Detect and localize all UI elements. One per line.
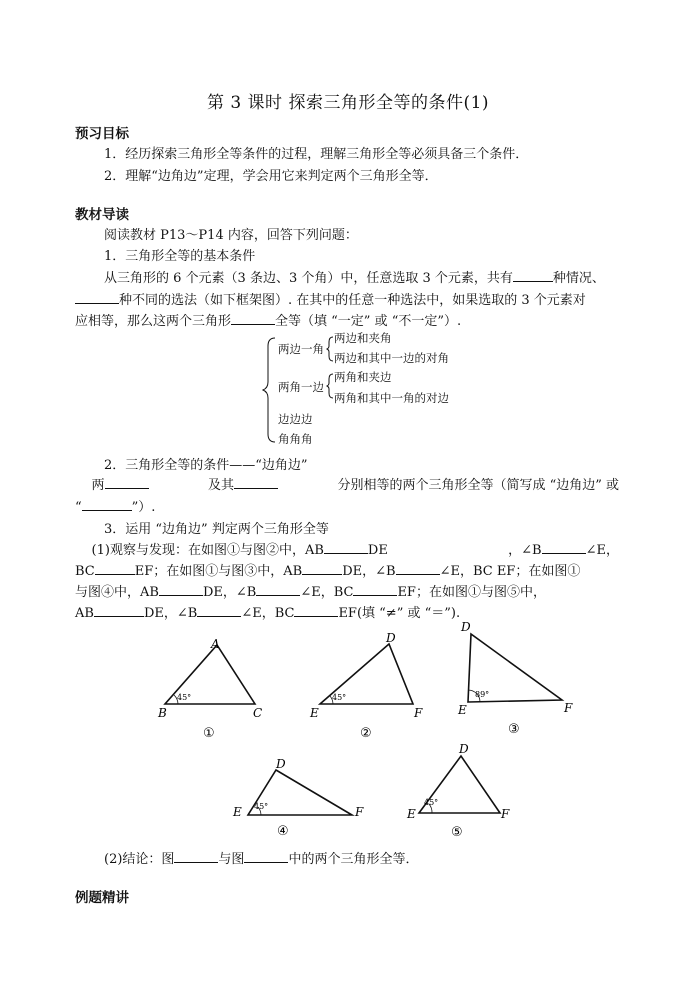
page-title: 第 3 课时 探索三角形全等的条件(1) bbox=[206, 93, 490, 113]
tree-group-2-a: 两角和夹边 bbox=[334, 370, 392, 384]
section-2-title: 2．三角形全等的条件——“边角边” bbox=[104, 458, 308, 473]
examples-heading: 例题精讲 bbox=[75, 890, 129, 906]
tree-brace-g2 bbox=[326, 371, 334, 401]
section-2-para-line-1: 两 及其 分别相等的两个三角形全等（简写成 “边角边” 或 bbox=[91, 478, 619, 493]
triangle-figures bbox=[0, 620, 696, 850]
figure-4-vertex-top: D bbox=[276, 757, 286, 771]
figure-1-vertex-top: A bbox=[211, 637, 220, 651]
section-3-line-3: 与图④中，AB DE，∠B ∠E，BC EF；在如图①与图⑤中， bbox=[75, 585, 546, 600]
answer-blank[interactable] bbox=[234, 476, 278, 489]
section-1-para-line-1: 从三角形的 6 个元素（3 条边、3 个角）中，任意选取 3 个元素，共有 种情况、 bbox=[104, 271, 605, 286]
figure-3-vertex-left: E bbox=[458, 703, 467, 717]
answer-blank[interactable] bbox=[95, 562, 135, 575]
guide-intro: 阅读教材 P13～P14 内容，回答下列问题： bbox=[104, 228, 358, 243]
answer-blank[interactable] bbox=[513, 269, 553, 282]
tree-group-4: 角角角 bbox=[278, 432, 313, 446]
figure-5-vertex-right: F bbox=[501, 807, 510, 821]
answer-blank[interactable] bbox=[542, 541, 586, 554]
answer-blank[interactable] bbox=[159, 583, 203, 596]
section-3-line-4: AB DE，∠B ∠E，BC EF(填 “≠” 或 “＝”). bbox=[75, 606, 461, 621]
figure-3-vertex-top: D bbox=[461, 620, 471, 634]
figure-5-label: ⑤ bbox=[451, 825, 463, 840]
figure-1-angle: 45° bbox=[177, 693, 192, 702]
figure-5-vertex-top: D bbox=[459, 742, 469, 756]
answer-blank[interactable] bbox=[231, 312, 275, 325]
figure-3-triangle bbox=[457, 620, 573, 737]
figure-2-vertex-top: D bbox=[386, 631, 396, 645]
preview-item-1: 1．经历探索三角形全等条件的过程，理解三角形全等必须具备三个条件． bbox=[104, 147, 529, 162]
tree-group-1-a: 两边和夹角 bbox=[334, 331, 392, 345]
answer-blank[interactable] bbox=[197, 604, 241, 617]
figure-4-triangle bbox=[232, 757, 364, 839]
answer-blank[interactable] bbox=[75, 291, 119, 304]
answer-blank[interactable] bbox=[82, 498, 132, 511]
figure-4-label: ④ bbox=[277, 824, 289, 839]
answer-blank[interactable] bbox=[302, 562, 342, 575]
figure-5-triangle bbox=[406, 742, 510, 840]
figure-5-angle: 45° bbox=[424, 798, 439, 807]
tree-brace bbox=[262, 334, 276, 446]
section-2-para-line-2: “ ”）. bbox=[75, 500, 156, 515]
answer-blank[interactable] bbox=[324, 541, 368, 554]
figure-1-label: ① bbox=[203, 726, 215, 741]
figure-3-label: ③ bbox=[508, 722, 520, 737]
answer-blank[interactable] bbox=[396, 562, 440, 575]
tree-group-2-b: 两角和其中一角的对边 bbox=[334, 391, 449, 405]
figure-1-vertex-left: B bbox=[158, 706, 167, 720]
tree-group-1: 两边一角 bbox=[278, 342, 324, 356]
section-1-para-line-3: 应相等，那么这两个三角形 全等（填 “一定” 或 “不一定”）. bbox=[75, 314, 462, 329]
figure-2-vertex-right: F bbox=[414, 706, 423, 720]
answer-blank[interactable] bbox=[294, 604, 338, 617]
figure-5-vertex-left: E bbox=[407, 807, 416, 821]
preview-item-2: 2．理解“边角边”定理，学会用它来判定两个三角形全等． bbox=[104, 169, 438, 184]
answer-blank[interactable] bbox=[256, 583, 300, 596]
answer-blank[interactable] bbox=[105, 476, 149, 489]
figure-1-vertex-right: C bbox=[253, 706, 263, 720]
figure-4-vertex-left: E bbox=[233, 805, 242, 819]
tree-group-3: 边边边 bbox=[278, 412, 313, 426]
figure-4-vertex-right: F bbox=[355, 805, 364, 819]
answer-blank[interactable] bbox=[244, 850, 288, 863]
figure-3-vertex-right: F bbox=[564, 701, 573, 715]
figure-2-vertex-left: E bbox=[310, 706, 319, 720]
section-3-line-2: BC EF；在如图①与图③中，AB DE，∠B ∠E，BC EF；在如图① bbox=[75, 564, 581, 579]
answer-blank[interactable] bbox=[353, 583, 397, 596]
section-3-title: 3．运用 “边角边” 判定两个三角形全等 bbox=[104, 522, 329, 537]
tree-brace-g1 bbox=[326, 334, 334, 364]
preview-heading: 预习目标 bbox=[75, 126, 129, 142]
tree-group-2: 两角一边 bbox=[278, 380, 324, 394]
figure-3-angle: 89° bbox=[475, 690, 490, 699]
answer-blank[interactable] bbox=[94, 604, 144, 617]
figure-2-angle: 45° bbox=[332, 693, 347, 702]
section-1-title: 1．三角形全等的基本条件 bbox=[104, 249, 256, 264]
conclusion-line: (2)结论：图 与图 中的两个三角形全等． bbox=[104, 852, 419, 867]
figure-1-triangle bbox=[157, 637, 262, 741]
guide-heading: 教材导读 bbox=[75, 207, 129, 223]
section-3-line-1: (1)观察与发现：在如图①与图②中，AB DE ，∠B ∠E， bbox=[91, 543, 619, 558]
figure-2-label: ② bbox=[360, 726, 372, 741]
section-1-para-line-2: 种不同的选法（如下框架图）. 在其中的任意一种选法中，如果选取的 3 个元素对 bbox=[75, 289, 586, 308]
figure-4-angle: 45° bbox=[254, 802, 269, 811]
tree-group-1-b: 两边和其中一边的对角 bbox=[334, 351, 449, 365]
answer-blank[interactable] bbox=[174, 850, 218, 863]
figure-2-triangle bbox=[309, 631, 423, 741]
